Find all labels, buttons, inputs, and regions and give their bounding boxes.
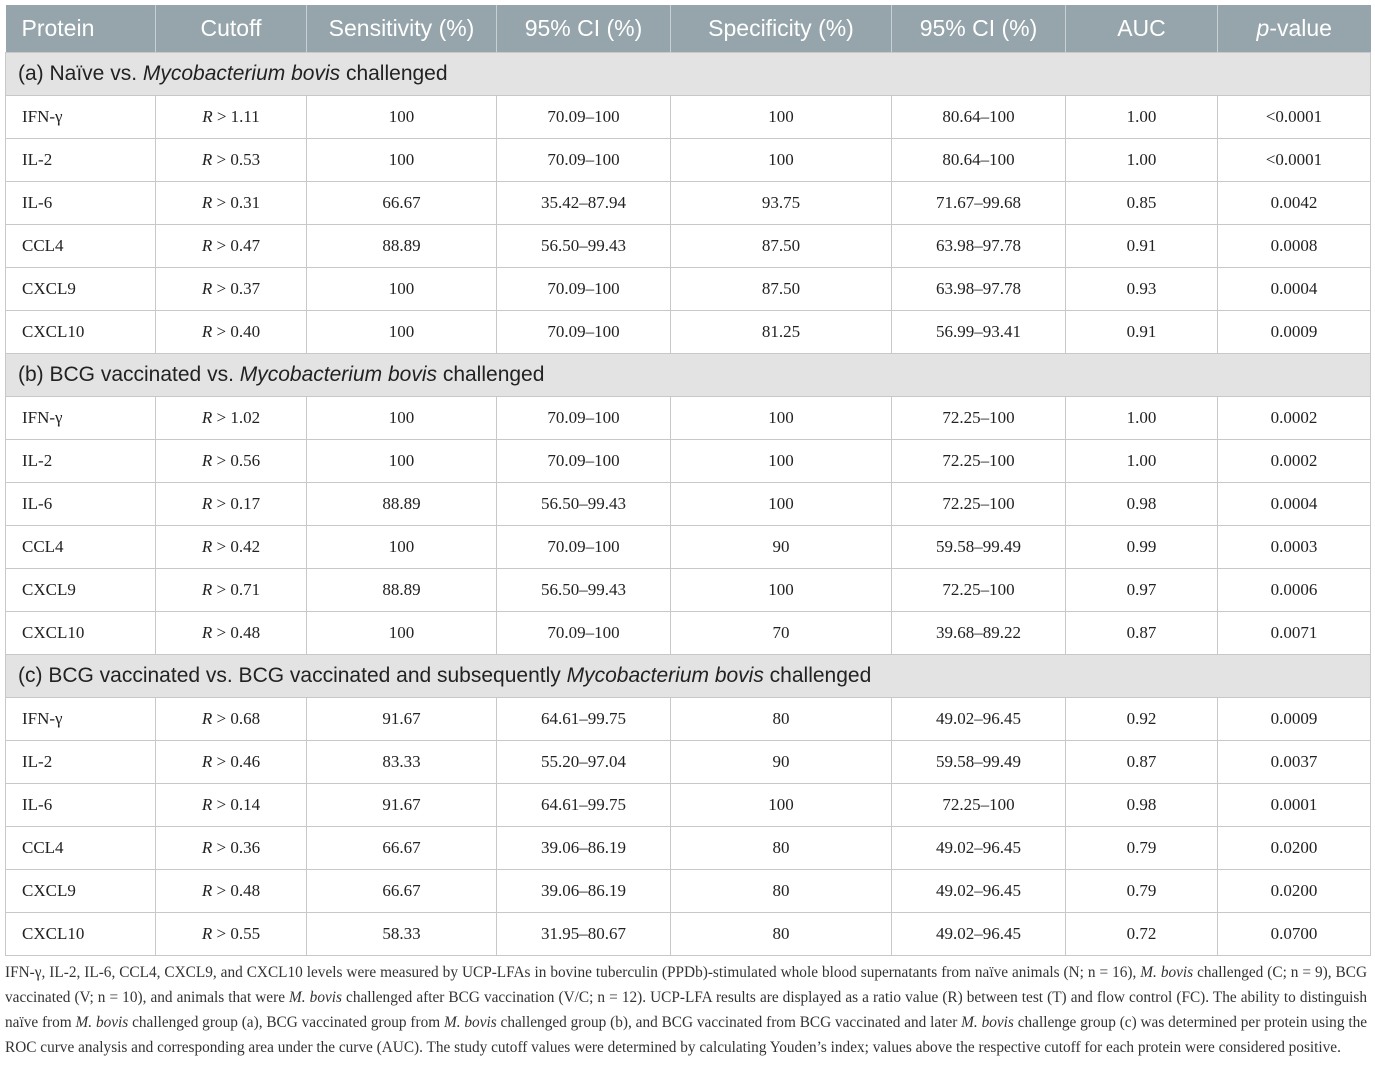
auc-cell: 1.00 [1066,397,1218,440]
footnote-segment: M. bovis [1140,964,1194,981]
cutoff-value: > 0.40 [216,322,261,341]
protein-cell: CXCL9 [6,870,156,913]
section-title-prefix: (c) BCG vaccinated vs. BCG vaccinated and subsequently [18,664,567,687]
ci-sensitivity-cell: 31.95–80.67 [497,913,671,956]
specificity-cell: 100 [671,784,892,827]
sensitivity-cell: 100 [307,397,497,440]
cutoff-variable: R [201,623,213,642]
footnote-segment: M. bovis [444,1014,497,1031]
cutoff-cell [156,96,307,139]
auc-cell: 0.87 [1066,741,1218,784]
ci-sensitivity-cell: 55.20–97.04 [497,741,671,784]
specificity-cell: 100 [671,96,892,139]
cutoff-variable: R [201,924,213,943]
cutoff-cell [156,698,307,741]
ci-specificity-cell: 72.25–100 [892,397,1066,440]
ci-specificity-cell: 72.25–100 [892,440,1066,483]
cutoff-value: > 0.68 [216,709,261,728]
table-row [6,698,1371,741]
cutoff-value: > 0.48 [216,623,261,642]
sensitivity-cell: 66.67 [307,827,497,870]
protein-cell: IL-6 [6,182,156,225]
footnote-segment: IFN-γ, IL-2, IL-6, CCL4, CXCL9, and CXCL10 levels were measured by UCP-LFAs in bovine tuberculin (PPDb)-stimulated whole blood supernatants from naïve animals (N; n = 16), [5,964,1141,981]
section-header-row [6,655,1371,698]
auc-cell: 0.85 [1066,182,1218,225]
sensitivity-cell: 100 [307,440,497,483]
cutoff-value: > 0.31 [216,193,261,212]
ci-sensitivity-cell: 70.09–100 [497,268,671,311]
auc-cell: 0.79 [1066,827,1218,870]
specificity-cell: 93.75 [671,182,892,225]
cutoff-variable: R [201,494,213,513]
ci-specificity-cell: 71.67–99.68 [892,182,1066,225]
table-row [6,182,1371,225]
header-sensitivity: Sensitivity (%) [307,5,497,53]
table-row [6,913,1371,956]
protein-cell: IFN-γ [6,96,156,139]
cutoff-cell [156,741,307,784]
sensitivity-cell: 100 [307,96,497,139]
section-header-row [6,53,1371,96]
protein-cell: CCL4 [6,526,156,569]
ci-specificity-cell: 63.98–97.78 [892,268,1066,311]
p-value-cell: 0.0002 [1218,440,1371,483]
sensitivity-cell: 66.67 [307,182,497,225]
table-row [6,784,1371,827]
specificity-cell: 100 [671,139,892,182]
table-row [6,397,1371,440]
ci-specificity-cell: 72.25–100 [892,569,1066,612]
ci-sensitivity-cell: 35.42–87.94 [497,182,671,225]
p-value-cell: 0.0004 [1218,483,1371,526]
header-row [6,5,1371,53]
ci-sensitivity-cell: 56.50–99.43 [497,569,671,612]
cutoff-cell [156,483,307,526]
specificity-cell: 87.50 [671,225,892,268]
ci-sensitivity-cell: 56.50–99.43 [497,483,671,526]
auc-cell: 0.98 [1066,483,1218,526]
section-header-row [6,354,1371,397]
section-title-suffix: challenged [436,363,545,386]
header-specificity: Specificity (%) [671,5,892,53]
cutoff-value: > 0.37 [216,279,261,298]
p-value-cell: 0.0003 [1218,526,1371,569]
cutoff-cell [156,182,307,225]
protein-cell: CXCL10 [6,612,156,655]
footnote-segment: M. bovis [961,1014,1014,1031]
specificity-cell: 90 [671,526,892,569]
cutoff-variable: R [201,451,213,470]
sensitivity-cell: 83.33 [307,741,497,784]
header-cutoff: Cutoff [156,5,307,53]
table-row [6,225,1371,268]
table-row [6,526,1371,569]
protein-cell: CCL4 [6,827,156,870]
ci-specificity-cell: 39.68–89.22 [892,612,1066,655]
specificity-cell: 100 [671,397,892,440]
table-row [6,268,1371,311]
auc-cell: 0.91 [1066,225,1218,268]
footnote-segment: challenged group (a), BCG vaccinated group from [128,1014,444,1031]
auc-cell: 0.72 [1066,913,1218,956]
cutoff-variable: R [202,107,213,126]
ci-specificity-cell: 49.02–96.45 [892,913,1066,956]
table-row [6,569,1371,612]
auc-cell: 0.87 [1066,612,1218,655]
p-value-cell: 0.0002 [1218,397,1371,440]
cutoff-value: > 0.46 [216,752,261,771]
protein-cell: CCL4 [6,225,156,268]
cutoff-value: > 0.55 [216,924,261,943]
cutoff-cell [156,225,307,268]
protein-cell: IL-2 [6,139,156,182]
cutoff-value: > 0.56 [216,451,261,470]
p-value-cell: 0.0008 [1218,225,1371,268]
auc-cell: 1.00 [1066,96,1218,139]
specificity-cell: 80 [671,827,892,870]
auc-cell: 0.93 [1066,268,1218,311]
protein-cell: CXCL10 [6,913,156,956]
specificity-cell: 100 [671,483,892,526]
sensitivity-cell: 100 [307,526,497,569]
auc-cell: 0.98 [1066,784,1218,827]
cutoff-cell [156,827,307,870]
header-p-word: value [1276,15,1332,41]
cutoff-cell [156,311,307,354]
cutoff-value: > 0.47 [216,236,261,255]
table-row [6,741,1371,784]
sensitivity-cell: 100 [307,612,497,655]
table-footnote [5,960,1367,1060]
sensitivity-cell: 91.67 [307,698,497,741]
auc-cell: 0.91 [1066,311,1218,354]
section-title [6,53,1371,96]
ci-sensitivity-cell: 70.09–100 [497,526,671,569]
specificity-cell: 70 [671,612,892,655]
cutoff-cell [156,440,307,483]
cutoff-cell [156,139,307,182]
cutoff-variable: R [201,279,213,298]
p-value-cell: 0.0006 [1218,569,1371,612]
footnote-segment: challenge group (c) was determined per protein using the ROC curve analysis and corresponding area under the curve (AUC). The study cutoff values were determined by calculating Youden’s index; values above the respective cutoff for each protein were considered positive. [5,1014,1368,1056]
p-value-cell: <0.0001 [1218,139,1371,182]
footnote-segment: challenged (C; n = 9), BCG vaccinated (V; n = 10), and animals that were [5,964,1367,1006]
protein-cell: CXCL9 [6,569,156,612]
p-value-cell: 0.0004 [1218,268,1371,311]
ci-specificity-cell: 59.58–99.49 [892,526,1066,569]
ci-specificity-cell: 59.58–99.49 [892,741,1066,784]
table-row [6,311,1371,354]
section-title-species: Mycobacterium bovis [566,664,764,687]
cutoff-variable: R [201,150,213,169]
ci-specificity-cell: 80.64–100 [892,96,1066,139]
ci-sensitivity-cell: 64.61–99.75 [497,698,671,741]
cutoff-variable: R [201,580,213,599]
ci-sensitivity-cell: 70.09–100 [497,139,671,182]
footnote-segment: M. bovis [75,1014,129,1031]
sensitivity-cell: 91.67 [307,784,497,827]
cutoff-cell [156,870,307,913]
table-row [6,96,1371,139]
cutoff-cell [156,913,307,956]
cutoff-value: > 0.42 [216,537,261,556]
protein-cell: CXCL10 [6,311,156,354]
roc-results-table [5,5,1371,956]
results-table-container [5,5,1370,956]
ci-specificity-cell: 72.25–100 [892,784,1066,827]
cutoff-value: > 0.48 [216,881,261,900]
protein-cell: IL-2 [6,440,156,483]
sensitivity-cell: 100 [307,139,497,182]
protein-cell: IFN-γ [6,698,156,741]
specificity-cell: 81.25 [671,311,892,354]
ci-sensitivity-cell: 39.06–86.19 [497,870,671,913]
specificity-cell: 80 [671,913,892,956]
cutoff-variable: R [201,881,213,900]
cutoff-cell [156,526,307,569]
cutoff-value: > 0.14 [216,795,261,814]
cutoff-variable: R [201,408,213,427]
sensitivity-cell: 88.89 [307,225,497,268]
protein-cell: IFN-γ [6,397,156,440]
sensitivity-cell: 100 [307,311,497,354]
p-value-cell: 0.0009 [1218,311,1371,354]
cutoff-value: > 1.02 [216,408,261,427]
p-value-cell: 0.0009 [1218,698,1371,741]
cutoff-variable: R [201,752,213,771]
section-title [6,655,1371,698]
specificity-cell: 80 [671,698,892,741]
cutoff-value: > 0.53 [216,150,261,169]
ci-sensitivity-cell: 70.09–100 [497,397,671,440]
cutoff-value: > 0.36 [216,838,261,857]
table-row [6,483,1371,526]
cutoff-cell [156,612,307,655]
header-p-letter: p [1256,15,1270,41]
header-protein: Protein [6,5,156,53]
protein-cell: IL-2 [6,741,156,784]
p-value-cell: 0.0200 [1218,870,1371,913]
p-value-cell: 0.0001 [1218,784,1371,827]
table-row [6,612,1371,655]
section-title-prefix: (b) BCG vaccinated vs. [18,363,240,386]
ci-sensitivity-cell: 70.09–100 [497,612,671,655]
p-value-cell: 0.0037 [1218,741,1371,784]
protein-cell: IL-6 [6,784,156,827]
specificity-cell: 90 [671,741,892,784]
cutoff-variable: R [201,838,213,857]
footnote-segment: challenged after BCG vaccination (V/C; n = 12). UCP-LFA results are displayed as a ratio value (R) between test (T) and flow control (FC). The ability to distinguish naïve from [5,989,1367,1031]
ci-sensitivity-cell: 70.09–100 [497,311,671,354]
cutoff-variable: R [201,236,213,255]
ci-specificity-cell: 80.64–100 [892,139,1066,182]
p-value-cell: 0.0042 [1218,182,1371,225]
specificity-cell: 80 [671,870,892,913]
section-title-suffix: challenged [340,62,448,85]
ci-specificity-cell: 49.02–96.45 [892,827,1066,870]
ci-sensitivity-cell: 70.09–100 [497,440,671,483]
footnote-segment: M. bovis [289,989,342,1006]
p-value-cell: 0.0071 [1218,612,1371,655]
section-title-species: Mycobacterium bovis [142,62,341,85]
specificity-cell: 100 [671,569,892,612]
sensitivity-cell: 100 [307,268,497,311]
header-auc: AUC [1066,5,1218,53]
p-value-cell: 0.0700 [1218,913,1371,956]
header-ci-sensitivity: 95% CI (%) [497,5,671,53]
sensitivity-cell: 88.89 [307,483,497,526]
section-title-prefix: (a) Naïve vs. [18,62,143,85]
protein-cell: IL-6 [6,483,156,526]
ci-specificity-cell: 63.98–97.78 [892,225,1066,268]
p-value-cell: <0.0001 [1218,96,1371,139]
cutoff-cell [156,268,307,311]
header-p-value [1218,5,1371,53]
ci-specificity-cell: 56.99–93.41 [892,311,1066,354]
cutoff-cell [156,784,307,827]
section-title-species: Mycobacterium bovis [239,363,437,386]
footnote-segment: challenged group (b), and BCG vaccinated from BCG vaccinated and later [496,1014,962,1031]
ci-sensitivity-cell: 39.06–86.19 [497,827,671,870]
specificity-cell: 100 [671,440,892,483]
section-title-suffix: challenged [763,664,872,687]
sensitivity-cell: 88.89 [307,569,497,612]
cutoff-value: > 0.17 [216,494,261,513]
p-value-cell: 0.0200 [1218,827,1371,870]
ci-sensitivity-cell: 64.61–99.75 [497,784,671,827]
section-title [6,354,1371,397]
specificity-cell: 87.50 [671,268,892,311]
ci-sensitivity-cell: 56.50–99.43 [497,225,671,268]
table-body [6,53,1371,956]
protein-cell: CXCL9 [6,268,156,311]
cutoff-value: > 0.71 [216,580,261,599]
header-ci-specificity: 95% CI (%) [892,5,1066,53]
table-row [6,440,1371,483]
cutoff-variable: R [201,537,213,556]
table-row [6,870,1371,913]
sensitivity-cell: 58.33 [307,913,497,956]
auc-cell: 0.99 [1066,526,1218,569]
auc-cell: 1.00 [1066,139,1218,182]
auc-cell: 1.00 [1066,440,1218,483]
cutoff-variable: R [201,193,213,212]
ci-specificity-cell: 49.02–96.45 [892,698,1066,741]
sensitivity-cell: 66.67 [307,870,497,913]
header-p-dash: - [1269,15,1277,41]
ci-specificity-cell: 72.25–100 [892,483,1066,526]
auc-cell: 0.97 [1066,569,1218,612]
cutoff-value: > 1.11 [216,107,260,126]
cutoff-cell [156,569,307,612]
cutoff-variable: R [201,322,213,341]
table-row [6,139,1371,182]
ci-specificity-cell: 49.02–96.45 [892,870,1066,913]
cutoff-variable: R [201,795,213,814]
auc-cell: 0.92 [1066,698,1218,741]
ci-sensitivity-cell: 70.09–100 [497,96,671,139]
auc-cell: 0.79 [1066,870,1218,913]
cutoff-variable: R [201,709,213,728]
table-row [6,827,1371,870]
cutoff-cell [156,397,307,440]
